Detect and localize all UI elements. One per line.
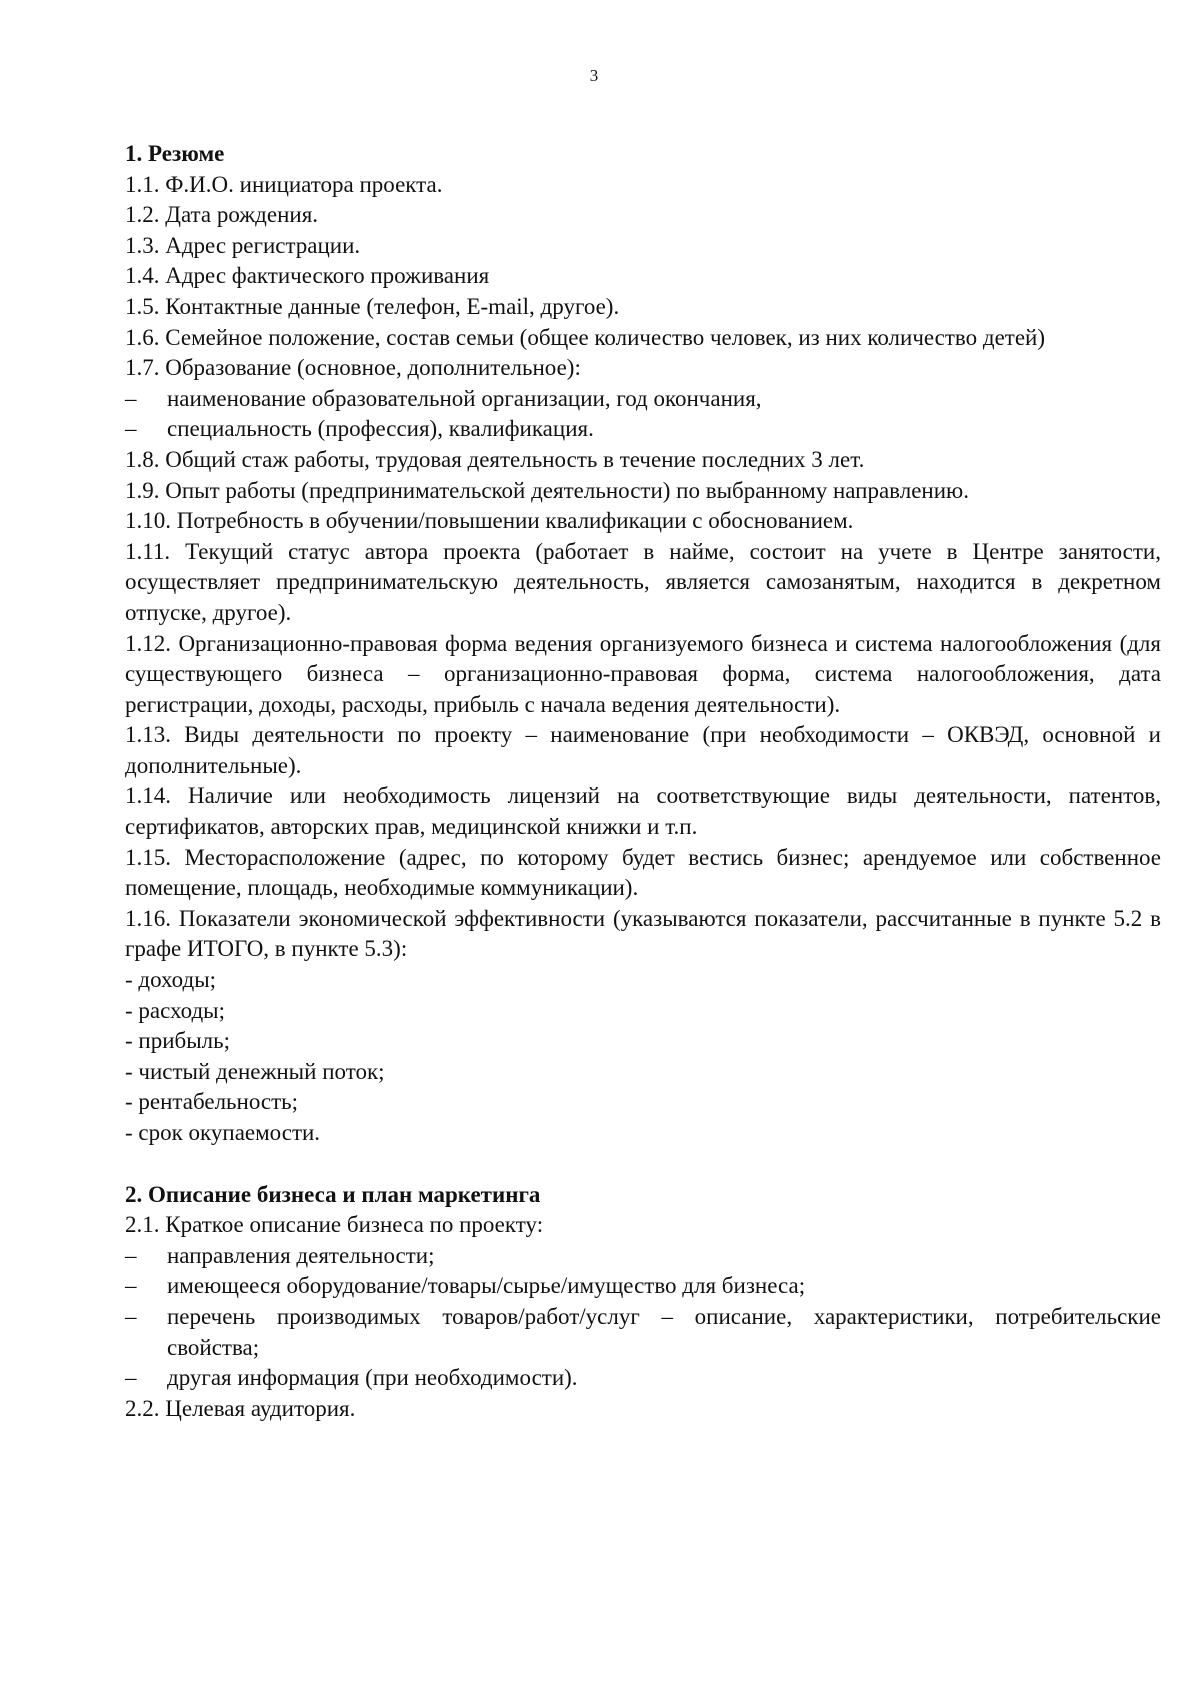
numbered-item: 1.12. Организационно-правовая форма ведения организуемого бизнеса и система налогообложения (для существующего бизнеса – организационно-правовая форма, система налогообложения, дата регистрации, доходы, расходы, прибыль с начала ведения деятельности). [125, 630, 1161, 717]
numbered-item: 2.2. Целевая аудитория. [125, 1395, 356, 1421]
indicator-list-item: - рентабельность; [125, 1089, 299, 1115]
numbered-item: 1.16. Показатели экономической эффективности (указываются показатели, рассчитанные в пункте 5.2 в графе ИТОГО, в пункте 5.3): [125, 905, 1161, 962]
document-body [125, 139, 1161, 1424]
indicator-list-item: - чистый денежный поток; [125, 1058, 385, 1084]
section-resume [125, 139, 1161, 1149]
dash-bullet: – [125, 385, 137, 411]
section-resume-lines [125, 170, 1161, 1149]
numbered-item: 1.15. Месторасположение (адрес, по которому будет вестись бизнес; арендуемое или собственное помещение, площадь, необходимые коммуникации). [125, 844, 1161, 901]
dash-list-item-text: специальность (профессия), квалификация. [167, 416, 594, 442]
dash-list-item-text: перечень производимых товаров/работ/услуг – описание, характеристики, потребительские свойства; [167, 1303, 1161, 1360]
section-business-description [125, 1180, 1161, 1425]
indicator-list-item: - прибыль; [125, 1028, 231, 1054]
numbered-item: 1.8. Общий стаж работы, трудовая деятельность в течение последних 3 лет. [125, 446, 865, 472]
numbered-item: 2.1. Краткое описание бизнеса по проекту: [125, 1212, 544, 1238]
dash-list-item-text: направления деятельности; [167, 1242, 435, 1268]
dash-list-item [125, 1363, 1161, 1394]
dash-list-item [125, 1302, 1161, 1363]
dash-list-item [125, 1271, 1161, 1302]
numbered-item: 1.9. Опыт работы (предпринимательской деятельности) по выбранному направлению. [125, 477, 969, 503]
numbered-item: 1.2. Дата рождения. [125, 202, 319, 228]
dash-list-item-text: другая информация (при необходимости). [167, 1365, 578, 1391]
indicator-list-item: - срок окупаемости. [125, 1120, 321, 1145]
indicator-list-item: - доходы; [125, 967, 217, 993]
numbered-item: 1.4. Адрес фактического проживания [125, 263, 490, 289]
numbered-item: 1.1. Ф.И.О. инициатора проекта. [125, 171, 443, 197]
dash-bullet: – [125, 1303, 137, 1329]
dash-list-item-text: наименование образовательной организации, год окончания, [167, 385, 762, 411]
dash-bullet: – [125, 1242, 137, 1268]
numbered-item: 1.14. Наличие или необходимость лицензий на соответствующие виды деятельности, патентов, сертификатов, авторских прав, медицинской книжки и т.п. [125, 783, 1161, 840]
page-number: 3 [589, 66, 599, 85]
dash-list-item [125, 384, 1161, 415]
section-gap [125, 1149, 1161, 1180]
dash-list-item [125, 414, 1161, 445]
section-heading: 2. Описание бизнеса и план маркетинга [125, 1181, 541, 1207]
numbered-item: 1.5. Контактные данные (телефон, E-mail, другое). [125, 293, 620, 319]
dash-bullet: – [125, 1365, 137, 1391]
numbered-item: 1.11. Текущий статус автора проекта (работает в найме, состоит на учете в Центре занятости, осуществляет предпринимательскую деятельность, является самозанятым, находится в декретном отпуске, другое). [125, 538, 1161, 625]
numbered-item: 1.3. Адрес регистрации. [125, 232, 361, 258]
numbered-item: 1.7. Образование (основное, дополнительное): [125, 355, 581, 381]
section-heading: 1. Резюме [125, 141, 225, 166]
indicator-list-item: - расходы; [125, 997, 226, 1023]
dash-bullet: – [125, 416, 137, 442]
dash-list-item-text: имеющееся оборудование/товары/сырье/имущество для бизнеса; [167, 1273, 806, 1299]
dash-list-item [125, 1241, 1161, 1272]
dash-bullet: – [125, 1273, 137, 1299]
numbered-item: 1.10. Потребность в обучении/повышении квалификации с обоснованием. [125, 508, 854, 534]
numbered-item: 1.13. Виды деятельности по проекту – наименование (при необходимости – ОКВЭД, основной и дополнительные). [125, 722, 1161, 778]
section-business-description-lines [125, 1210, 1161, 1424]
numbered-item: 1.6. Семейное положение, состав семьи (общее количество человек, из них количество детей) [125, 324, 1046, 350]
